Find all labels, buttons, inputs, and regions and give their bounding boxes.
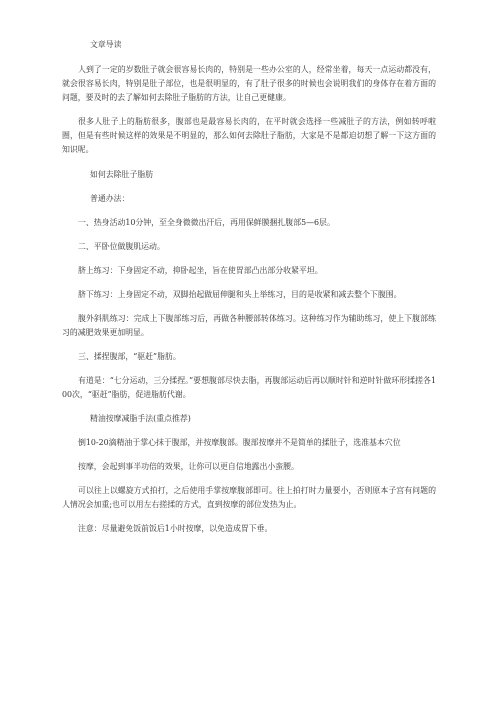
lower-abs-exercise: 脐下练习：上身固定不动，双脚抬起做屈伸腿和头上举练习，目的是收紧和减去整个下腹围。 [78, 290, 402, 299]
massage-paragraph-1: 倒10-20滴精油于掌心抹于腹部，并按摩腹部。腹部按摩并不是简单的揉肚子，选准基本穴位 [78, 438, 401, 447]
normal-method-title: 普通办法： [90, 194, 130, 203]
notice: 注意：尽量避免饭前饭后1小时按摩，以免造成胃下垂。 [78, 524, 273, 533]
step-1: 一、热身活动10分钟，至全身微微出汗后，再用保鲜膜捆扎腹部5—6层。 [78, 218, 335, 227]
massage-paragraph-3: 可以往上以螺旋方式拍打，之后使用手掌按摩腹部即可。往上拍打时力量要小，否则原本子宫有问题的人情况会加重;也可以用左右搓揉的方式，直到按摩的部位发热为止。 [62, 486, 436, 509]
intro-paragraph-1: 人到了一定的岁数肚子就会很容易长肉的，特别是一些办公室的人，经常坐着，每天一点运动都没有，就会很容易长肉，特别是肚子部位，也是很明显的，有了肚子很多的时候也会说明我们的身体存在着方面的问题，要及时的去了解如何去除肚子脂肪的方法，让自己更健康。 [62, 65, 436, 102]
intro-paragraph-2: 很多人肚子上的脂肪很多，腹部也是最容易长肉的，在平时就会选择一些减肚子的方法，例如转呼啦圈，但是有些时候这样的效果是不明显的，那么如何去除肚子脂肪，大家是不是都迫切想了解一下这方面的知识呢。 [62, 117, 436, 154]
upper-abs-exercise: 脐上练习：下身固定不动，抑卧起坐，旨在使胃部凸出部分收紧平坦。 [78, 266, 323, 275]
massage-title: 精油按摩减脂手法(重点推荐) [90, 414, 191, 423]
step-2: 二、平卧位做腹肌运动。 [78, 242, 165, 251]
step-3: 三、揉捏腹部，“驱赶”脂肪。 [78, 352, 181, 361]
obliques-exercise: 腹外斜肌练习：完成上下腹部练习后，再做各种腰部转体练习。这种练习作为辅助练习，使上下腹部练习的减肥效果更加明显。 [62, 314, 436, 337]
document-body [62, 38, 436, 536]
massage-paragraph-2: 按摩，会起到事半功倍的效果，让你可以更自信地露出小蛮腰。 [78, 462, 299, 471]
guide-title: 文章导读 [90, 40, 122, 49]
section-title: 如何去除肚子脂肪 [90, 170, 154, 179]
step-3-detail: 有道是：“七分运动，三分揉捏。”要想腹部尽快去脂，再腹部运动后再以顺时针和逆时针做环形揉搓各100次，“驱赶”脂肪，促进脂肪代谢。 [62, 376, 436, 399]
